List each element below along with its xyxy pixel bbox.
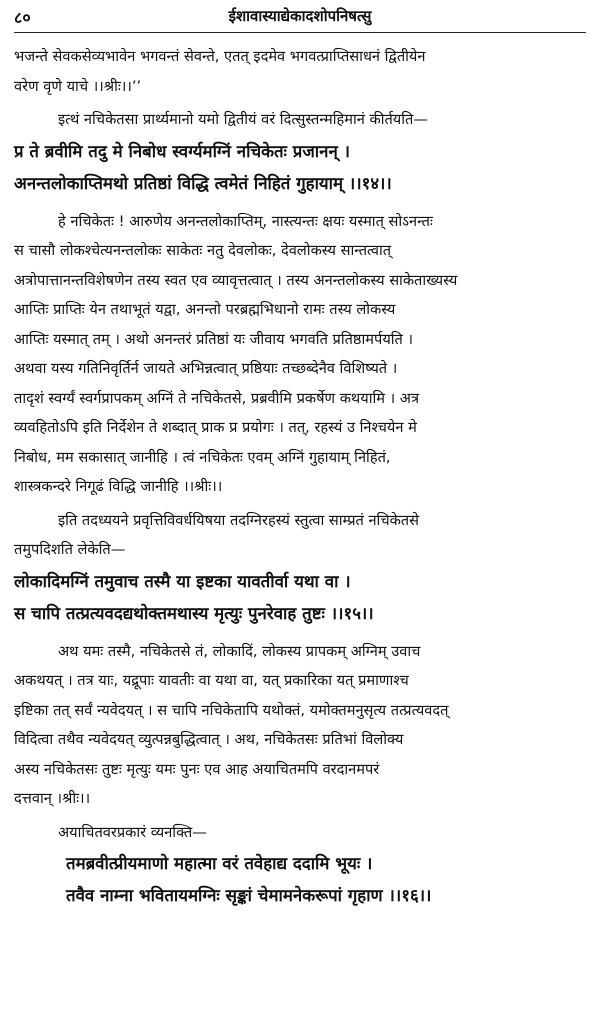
verse-line: अनन्तलोकाप्तिमथो प्रतिष्ठां विद्धि त्वमेतं निहितं गुहायाम् ।।१४।। (14, 172, 392, 193)
text-line: इत्थं नचिकेतसा प्रार्थ्यमानो यमो द्वितीयं वरं दित्सुस्तन्महिमानं कीर्तयति— (58, 111, 428, 128)
text-line: दत्तवान् ।श्रीः।। (14, 790, 91, 807)
text-line: तादृशं स्वर्ग्यं स्वर्गप्रापकम् अग्निं ते नचिकेतसे, प्रब्रवीमि प्रकर्षेण कथयामि । अत्र (14, 389, 420, 407)
text-line: इति तदध्ययने प्रवृत्तिविवर्धयिषया तदग्निरहस्यं स्तुत्वा साम्प्रतं नचिकेतसे (58, 511, 419, 529)
page-number: ८० (14, 8, 31, 27)
verse-16 (14, 847, 588, 911)
page-body (14, 42, 588, 911)
commentary-paragraph-2 (14, 105, 588, 135)
verse-line: स चापि तत्प्रत्यवदद्यथोक्तमथास्य मृत्युः पुनरेवाह तुष्टः ।।१५।। (14, 602, 374, 623)
text-line: व्यवहितोऽपि इति निर्देशेन ते शब्दात् प्राक प्र प्रयोगः । तत्, रहस्यं उ निश्चयेन मे (14, 419, 417, 436)
text-line: इष्टिका तत् सर्वं न्यवेदयत् । स चापि नचिकेतापि यथोक्तं, यमोक्तमनुसृत्य तत्प्रत्यवदत् (14, 701, 449, 719)
page-header (14, 4, 586, 34)
text-line: अथ यमः तस्मै, नचिकेतसे तं, लोकादिं, लोकस्य प्रापकम् अग्निम् उवाच (58, 642, 421, 660)
commentary-paragraph-5 (14, 637, 588, 814)
commentary-paragraph-6 (14, 818, 588, 848)
text-line: विदित्वा तथैव न्यवेदयत् व्युत्पन्नबुद्धित्वात् । अथ, नचिकेतसः प्रतिभां विलोक्य (14, 731, 404, 748)
text-line: तमुपदिशति लेकेति— (14, 541, 126, 558)
text-line: आप्तिः यस्मात् तम् । अथो अनन्तरं प्रतिष्ठां यः जीवाय भगवति प्रतिष्ठामर्पयति । (14, 330, 414, 348)
text-line: अस्य नचिकेतसः तुष्टः मृत्युः यमः पुनः एव आह अयाचितमपि वरदानमपरं (14, 760, 380, 778)
header-rule (14, 32, 586, 33)
text-line: निबोध, मम सकासात् जानीहि । त्वं नचिकेतः एवम् अग्निं गुहायाम् निहितं, (14, 448, 391, 466)
text-line: शास्त्रकन्दरे निगूढं विद्धि जानीहि ।।श्रीः।। (14, 478, 223, 495)
running-title: ईशावास्याद्येकादशोपनिषत्सु (228, 7, 372, 25)
verse-line: प्र ते ब्रवीमि तदु मे निबोध स्वर्ग्यमग्निं नचिकेतः प्रजानन् । (14, 140, 350, 161)
verse-15 (14, 565, 588, 629)
commentary-paragraph-3 (14, 207, 588, 502)
text-line: भजन्ते सेवकसेव्यभावेन भगवन्तं सेवन्ते, एतत् इदमेव भगवत्प्राप्तिसाधनं द्वितीयेन (14, 48, 426, 65)
verse-line: लोकादिमग्निं तमुवाच तस्मै या इष्टका यावतीर्वा यथा वा । (14, 570, 351, 591)
verse-line: तमब्रवीत्प्रीयमाणो महात्मा वरं तवेहाद्य ददामि भूयः । (66, 853, 373, 873)
text-line: अत्रोपात्तानन्तविशेषणेन तस्य स्वत एव व्यावृत्तत्वात् । तस्य अनन्तलोकस्य साकेताख्यस्य (14, 271, 458, 289)
commentary-paragraph-4 (14, 506, 588, 565)
text-line: वरेण वृणे याचे ।।श्रीः।।’’ (14, 77, 142, 95)
verse-14 (14, 135, 588, 199)
text-line: अकथयत् । तत्र याः, यद्रूपाः यावतीः वा यथा वा, यत् प्रकारिका यत् प्रमाणाश्च (14, 672, 409, 689)
verse-line: तवैव नाम्ना भवितायमग्निः सृङ्कां चेमामनेकरूपां गृहाण ।।१६।। (66, 885, 432, 905)
text-line: स चासौ लोकश्चेत्यनन्तलोकः साकेतः नतु देवलोकः, देवलोकस्य सान्तत्वात् (14, 242, 392, 259)
text-line: आप्तिः प्राप्तिः येन तथाभूतं यद्वा, अनन्तो परब्रह्मभिधानो रामः तस्य लोकस्य (14, 301, 396, 318)
text-line: हे नचिकेतः ! आरुणेय अनन्तलोकाप्तिम्, नास्त्यन्तः क्षयः यस्मात् सोऽनन्तः (58, 212, 433, 230)
commentary-paragraph-1 (14, 42, 588, 101)
text-line: अथवा यस्य गतिनिवृर्तिर्न जायते अभिन्नत्वात् प्रष्ठियाः तच्छब्देनैव विशिष्यते । (14, 360, 398, 377)
text-line: अयाचितवरप्रकारं व्यनक्ति— (58, 823, 207, 841)
